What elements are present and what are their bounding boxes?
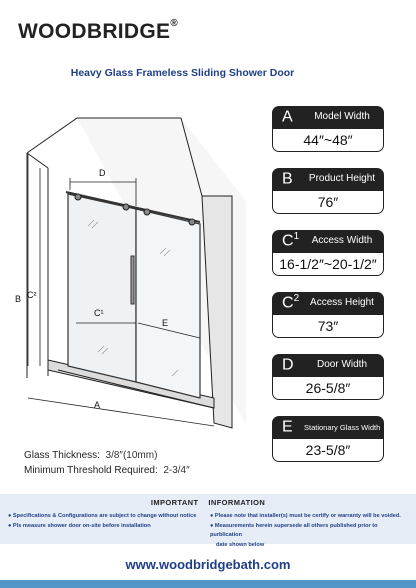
info-item: ● Please note that installer(s) must be certify or warranty will be voided. — [210, 513, 401, 519]
label-a: A — [94, 400, 101, 410]
label-c2: C² — [27, 290, 37, 300]
info-right-column — [210, 512, 410, 550]
spec-header — [272, 292, 384, 314]
spec-header — [272, 106, 384, 128]
spec-label: Access Width — [311, 235, 373, 246]
label-d: D — [99, 168, 106, 178]
spec-letter: A — [282, 108, 293, 126]
spec-label: Product Height — [308, 173, 376, 184]
spec-label: Model Width — [314, 111, 370, 122]
spec-header — [272, 416, 384, 438]
info-title: IMPORTANT INFORMATION — [150, 498, 266, 507]
threshold-row — [24, 463, 190, 478]
spec-label: Door Width — [316, 359, 367, 370]
spec-letter: D — [282, 356, 294, 374]
spec-door-width — [272, 354, 384, 402]
spec-letter: $C^1$ — [282, 231, 300, 250]
info-item: ● Measurements herein supersede all others published prior to purblication — [210, 522, 378, 538]
page-subtitle: Heavy Glass Frameless Sliding Shower Door — [70, 67, 295, 79]
glass-thickness-label: Glass Thickness: — [24, 450, 100, 461]
spec-access-width — [272, 230, 384, 278]
info-left-column — [8, 512, 206, 531]
door-handle — [131, 256, 134, 304]
install-notes — [24, 448, 190, 478]
spec-label: Stationary Glass Width — [304, 423, 381, 432]
spec-value: 23-5/8″ — [272, 438, 384, 462]
spec-product-height — [272, 168, 384, 216]
website-link[interactable]: www.woodbridgebath.com — [125, 557, 291, 572]
spec-access-height — [272, 292, 384, 340]
label-b: B — [15, 294, 22, 304]
spec-header — [272, 230, 384, 252]
spec-value: 44″~48″ — [272, 128, 384, 152]
fixed-glass-panel — [136, 209, 200, 398]
brand-logo — [18, 20, 178, 44]
shower-door-diagram — [14, 108, 246, 438]
registered-mark: ® — [170, 18, 178, 29]
spec-value: 26-5/8″ — [272, 376, 384, 400]
spec-header — [272, 354, 384, 376]
glass-thickness-row — [24, 448, 190, 463]
spec-value: 76″ — [272, 190, 384, 214]
important-information-panel — [0, 494, 416, 548]
threshold-label: Minimum Threshold Required: — [24, 465, 158, 476]
info-item: ● Pls measure shower door on-site before installation — [8, 522, 151, 529]
spec-header — [272, 168, 384, 190]
label-c1: C¹ — [94, 308, 104, 318]
spec-value: 16-1/2″~20-1/2″ — [272, 252, 384, 276]
spec-letter: E — [282, 418, 293, 436]
info-item: ● Specifications & Configurations are subject to change without notice — [8, 513, 197, 519]
info-item: date shown below — [216, 541, 265, 548]
footer-bar — [0, 580, 416, 588]
label-e: E — [162, 318, 169, 328]
brand-name: WOODBRIDGE — [18, 20, 171, 43]
spec-letter: B — [282, 170, 293, 188]
spec-model-width — [272, 106, 384, 154]
spec-value: 73″ — [272, 314, 384, 338]
spec-letter: $C^2$ — [282, 293, 300, 312]
spec-label: Access Height — [310, 297, 374, 308]
threshold-value: 2-3/4″ — [163, 465, 190, 476]
spec-stationary-glass-width — [272, 416, 384, 464]
glass-thickness-value: 3/8″(10mm) — [105, 450, 158, 461]
